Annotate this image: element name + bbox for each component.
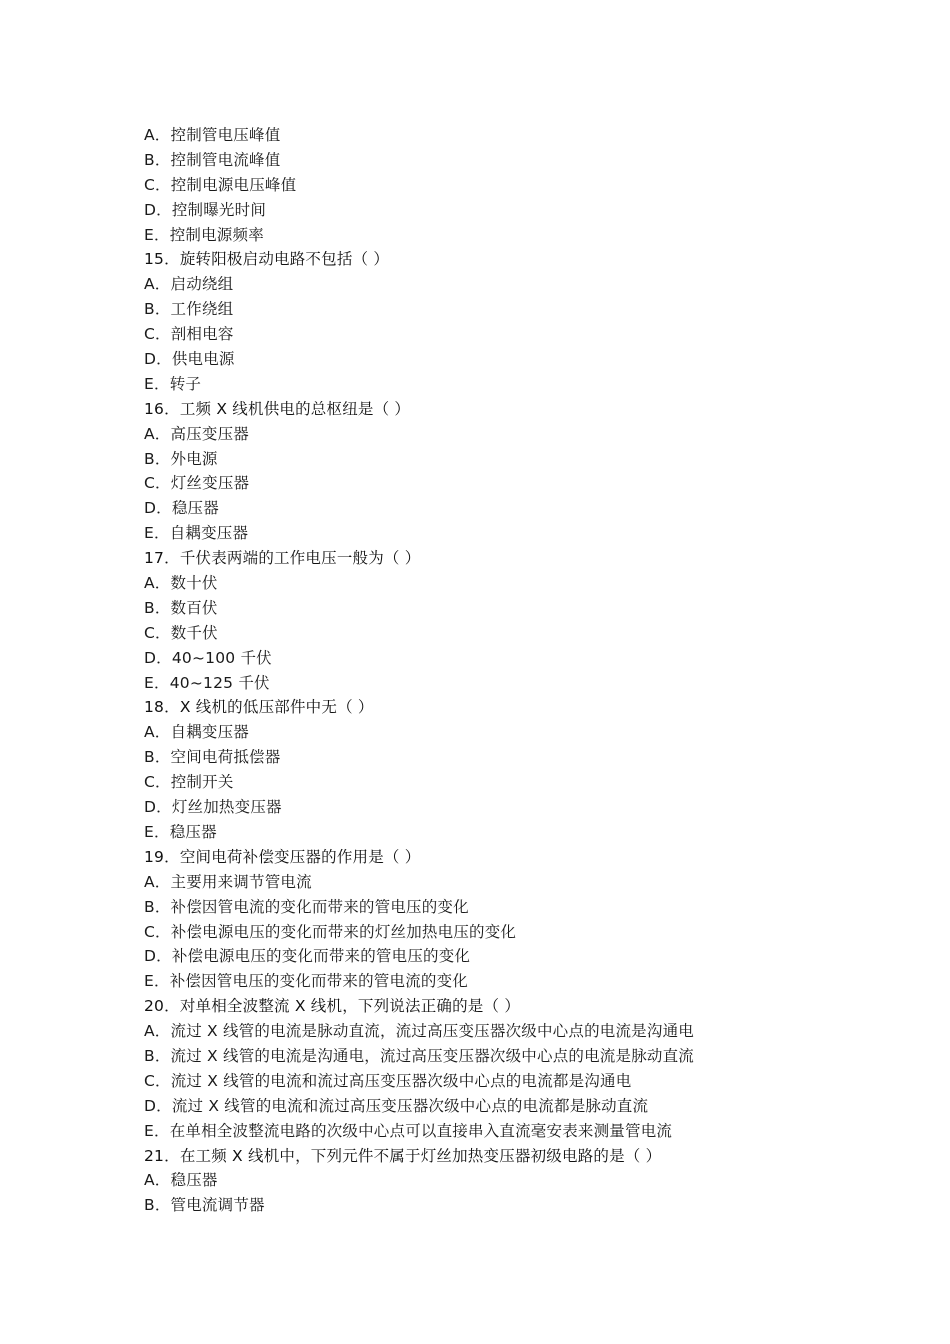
- option-line: B．空间电荷抵偿器: [144, 748, 281, 767]
- option-line: A．流过 X 线管的电流是脉动直流，流过高压变压器次级中心点的电流是沟通电: [144, 1022, 694, 1041]
- option-line: C．剖相电容: [144, 325, 234, 344]
- option-line: E．转子: [144, 374, 202, 393]
- option-line: D．流过 X 线管的电流和流过高压变压器次级中心点的电流都是脉动直流: [144, 1096, 649, 1115]
- option-line: C．流过 X 线管的电流和流过高压变压器次级中心点的电流都是沟通电: [144, 1071, 632, 1090]
- question-16: 16．工频 X 线机供电的总枢纽是（ ）: [144, 399, 411, 418]
- option-line: C．补偿电源电压的变化而带来的灯丝加热电压的变化: [144, 922, 517, 941]
- question-20: 20．对单相全波整流 X 线机，下列说法正确的是（ ）: [144, 997, 521, 1016]
- option-line: E．补偿因管电压的变化而带来的管电流的变化: [144, 972, 468, 991]
- option-line: E．稳压器: [144, 822, 217, 841]
- question-19: 19．空间电荷补偿变压器的作用是（ ）: [144, 847, 421, 866]
- option-line: B．管电流调节器: [144, 1196, 265, 1215]
- option-line: E．在单相全波整流电路的次级中心点可以直接串入直流毫安表来测量管电流: [144, 1121, 673, 1140]
- option-line: A．控制管电压峰值: [144, 126, 281, 144]
- option-line: A．数十伏: [144, 574, 218, 593]
- option-line: D．40~100 千伏: [144, 648, 272, 667]
- option-line: E．控制电源频率: [144, 225, 264, 244]
- option-line: C．控制电源电压峰值: [144, 175, 297, 194]
- option-line: D．补偿电源电压的变化而带来的管电压的变化: [144, 947, 471, 966]
- option-line: D．灯丝加热变压器: [144, 798, 282, 817]
- option-line: D．供电电源: [144, 350, 235, 369]
- option-line: C．灯丝变压器: [144, 474, 250, 493]
- option-line: A．自耦变压器: [144, 723, 250, 742]
- option-line: B．工作绕组: [144, 300, 234, 319]
- option-line: B．流过 X 线管的电流是沟通电，流过高压变压器次级中心点的电流是脉动直流: [144, 1046, 695, 1065]
- question-17: 17．千伏表两端的工作电压一般为（ ）: [144, 549, 421, 568]
- question-18: 18．X 线机的低压部件中无（ ）: [144, 698, 374, 717]
- option-line: A．启动绕组: [144, 275, 234, 294]
- option-line: C．数千伏: [144, 623, 218, 642]
- option-line: B．外电源: [144, 449, 218, 468]
- question-list: [144, 123, 864, 1218]
- option-line: B．控制管电流峰值: [144, 150, 281, 169]
- option-line: A．高压变压器: [144, 424, 250, 443]
- option-line: D．稳压器: [144, 499, 219, 518]
- option-line: E．自耦变压器: [144, 524, 249, 543]
- option-line: E．40~125 千伏: [144, 673, 270, 692]
- question-21: 21．在工频 X 线机中，下列元件不属于灯丝加热变压器初级电路的是（ ）: [144, 1146, 662, 1165]
- option-line: B．补偿因管电流的变化而带来的管电压的变化: [144, 897, 469, 916]
- option-line: C．控制开关: [144, 773, 234, 792]
- option-line: A．稳压器: [144, 1171, 218, 1190]
- question-15: 15．旋转阳极启动电路不包括（ ）: [144, 250, 390, 269]
- option-line: B．数百伏: [144, 598, 218, 617]
- option-line: D．控制曝光时间: [144, 200, 267, 219]
- option-line: A．主要用来调节管电流: [144, 872, 312, 891]
